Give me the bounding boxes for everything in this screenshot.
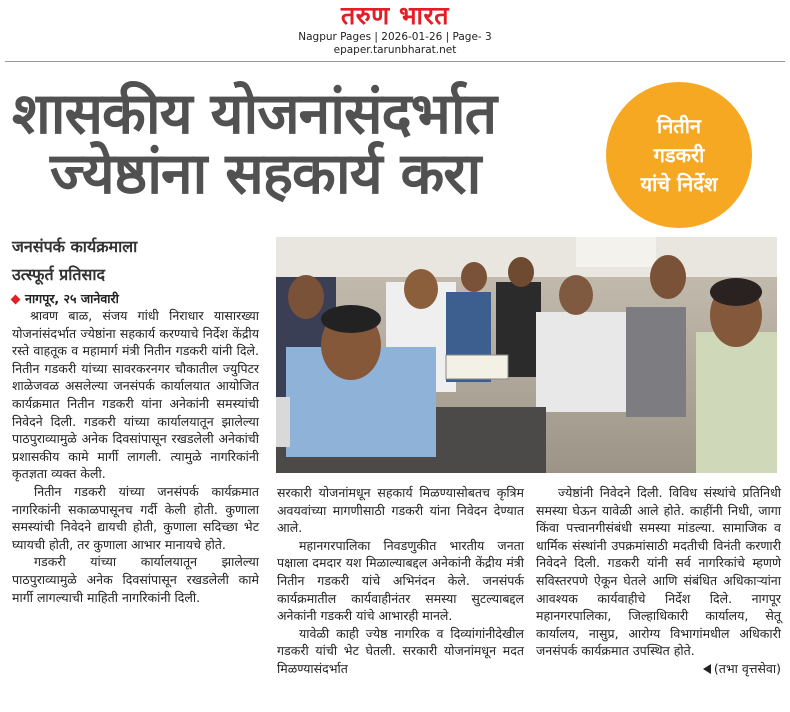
credit-text: (तभा वृत्तसेवा)	[713, 660, 781, 676]
paragraph: यावेळी काही ज्येष्ठ नागरिक व दिव्यांगांनीदेखील गडकरी यांची भेट घेतली. सरकारी योजनांमधून मदत मिळण्यासंदर्भात	[277, 625, 524, 676]
article-column-2	[277, 484, 524, 678]
article-column-1	[12, 307, 259, 606]
masthead	[0, 2, 790, 57]
highlight-badge	[606, 82, 752, 228]
headline-line-1: शासकीय योजनांसंदर्भात	[12, 81, 497, 147]
headline	[12, 82, 602, 146]
paragraph: नितीन गडकरी यांच्या जनसंपर्क कार्यक्रमात नागरिकांनी सकाळपासूनच गर्दी केली होती. कुणाला समस्यांची निवेदने द्यायची होती, कुणाला सदिच्छा भेट घ्यायची होती, तर कुणाला आभार मानायचे होते.	[12, 483, 259, 552]
paragraph	[536, 484, 781, 676]
subhead-line-2: उत्स्फूर्त प्रतिसाद	[12, 265, 105, 284]
subhead-line-1: जनसंपर्क कार्यक्रमाला	[12, 237, 138, 256]
paragraph: सरकारी योजनांमधून सहकार्य मिळण्यासोबतच कृत्रिम अवयवांच्या मागणीसाठी गडकरी यांना निवेदन देण्यात आले.	[277, 485, 524, 536]
masthead-divider	[5, 61, 785, 62]
paragraph: श्रावण बाळ, संजय गांधी निराधार यासारख्या योजनांसंदर्भात ज्येष्ठांना सहकार्य करण्याचे निर्देश केंद्रीय रस्ते वाहतूक व महामार्ग मंत्री नितीन गडकरी यांनी दिले. नितीन गडकरी यांच्या सावरकरनगर चौकातील ज्युपिटर शाळेजवळ असलेल्या जनसंपर्क कार्यालयात आयोजित कार्यक्रमात नितीन गडकरी यांना अनेकांनी समस्यांची निवेदने दिली. गडकरी यांच्या कार्यालयातून झालेल्या पाठपुराव्यामुळे अनेक दिवसांपासून रखडलेली अनेकांची प्रशासकीय कामे मार्गी लागली. त्यामुळे नागरिकांनी कृतज्ञता व्यक्त केली.	[12, 308, 259, 482]
gadkari-public-meeting-photo	[276, 237, 777, 473]
column-3-text: ज्येष्ठांनी निवेदने दिली. विविध संस्थांचे प्रतिनिधी समस्या घेऊन यावेळी आले होते. काहींनी निधी, जागा किंवा पत्त्वानगीसंबंधी समस्या मांडल्या. सामाजिक व धार्मिक संस्थांनी उपक्रमांसाठी मदतीची विनंती करणारी निवेदने दिली. गडकरी यांनी सर्व नागरिकांचे म्हणणे सविस्तरपणे ऐकून घेतले आणि संबंधित अधिकाऱ्यांना आवश्यक कार्यवाहीचे निर्देश दिले. नागपूर महानगरपालिका, जिल्हाधिकारी कार्यालय, सेतू कार्यालय, नासुप्र, आरोग्य विभागांमधील अधिकारी जनसंपर्क कार्यक्रमात उपस्थित होते.	[536, 485, 781, 659]
news-photo	[276, 237, 777, 473]
newspaper-logo: तरुण भारत	[340, 1, 449, 30]
left-triangle-icon	[703, 664, 711, 674]
subheadline	[12, 233, 137, 289]
paragraph: महानगरपालिका निवडणुकीत भारतीय जनता पक्षाला दमदार यश मिळाल्याबद्दल अनेकांनी केंद्रीय मंत्री नितीन गडकरी यांचे अभिनंदन केले. जनसंपर्क कार्यक्रमातील कार्यवाहीनंतर समस्या सुटल्याबद्दल अनेकांनी गडकरी यांचे आभारही मानले.	[277, 537, 524, 624]
dateline-text: नागपूर, २५ जानेवारी	[25, 291, 119, 306]
badge-line-1: नितीन	[657, 113, 701, 138]
article-column-3	[536, 484, 781, 678]
headline-line-2-wrap	[50, 142, 640, 206]
headline-line-2: ज्येष्ठांना सहकार्य करा	[50, 141, 481, 207]
site-url[interactable]: epaper.tarunbharat.net	[333, 44, 457, 56]
credit-line	[681, 660, 781, 678]
paragraph: गडकरी यांच्या कार्यालयातून झालेल्या पाठपुराव्यामुळे अनेक दिवसांपासून रखडलेली कामे मार्गी लागल्याची माहिती नागरिकांनी दिली.	[12, 554, 259, 605]
badge-line-3: यांचे निर्देश	[640, 171, 718, 196]
dateline	[12, 290, 119, 307]
badge-line-2: गडकरी	[653, 142, 705, 167]
diamond-bullet-icon	[11, 295, 21, 305]
edition-line: Nagpur Pages | 2026-01-26 | Page- 3	[298, 31, 492, 43]
